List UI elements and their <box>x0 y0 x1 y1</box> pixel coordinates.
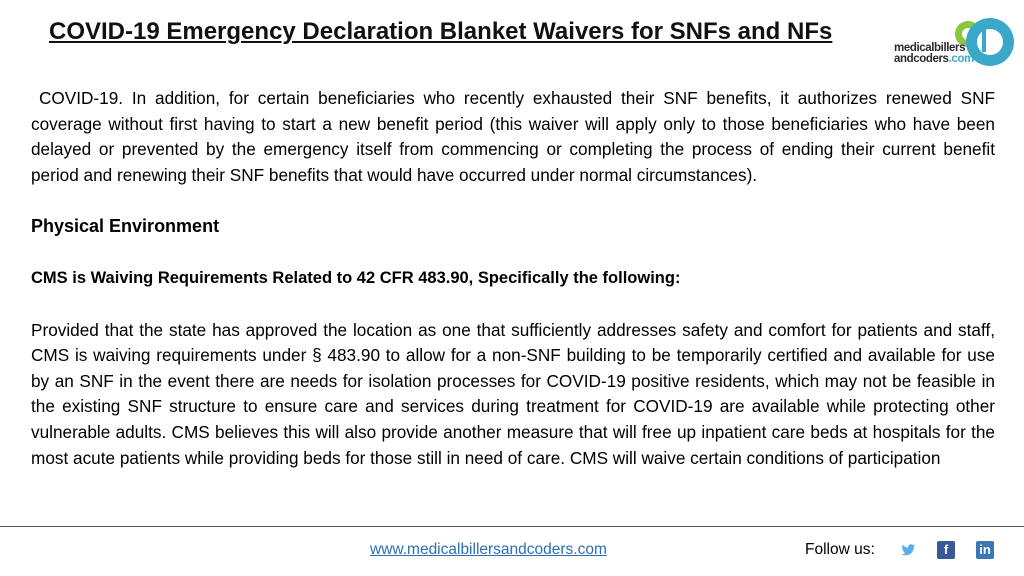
website-link[interactable]: www.medicalbillersandcoders.com <box>370 541 607 558</box>
company-logo[interactable] <box>894 12 1020 72</box>
footer-divider <box>0 526 1024 527</box>
facebook-icon[interactable]: f <box>937 541 955 559</box>
page-title: COVID-19 Emergency Declaration Blanket Waivers for SNFs and NFs <box>49 18 833 45</box>
logo-text-line2 <box>894 53 974 65</box>
linkedin-icon[interactable]: in <box>976 541 994 559</box>
logo-text-com: .com <box>948 53 974 65</box>
intro-paragraph: COVID-19. In addition, for certain beneficiaries who recently exhausted their SNF benefits, it authorizes renewed SNF coverage without first having to start a new benefit period (this waiver will apply only to those beneficiaries who have been delayed or prevented by the emergency itself from commencing or completing the process of ending their current benefit period and renewing their SNF benefits that would have occurred under normal circumstances). <box>31 88 995 185</box>
logo-text-line1: medicalbillers <box>894 42 966 54</box>
subheading: CMS is Waiving Requirements Related to 42 CFR 483.90, Specifically the following: <box>31 268 681 287</box>
logo-text-andcoders: andcoders <box>894 53 949 65</box>
twitter-icon[interactable] <box>899 541 917 559</box>
section-heading: Physical Environment <box>31 216 220 237</box>
document-body <box>31 86 995 471</box>
follow-us-label: Follow us: <box>805 541 875 558</box>
body-paragraph: Provided that the state has approved the location as one that sufficiently addresses safety and comfort for patients and staff, CMS is waiving requirements under § 483.90 to allow for a non-SNF building to be temporarily certified and available for use by an SNF in the event there are needs for isolation processes for COVID-19 positive residents, which may not be feasible in the existing SNF structure to ensure care and services during treatment for COVID-19 are available while protecting other vulnerable adults. CMS believes this will also provide another measure that will free up inpatient care beds at hospitals for the most acute patients while providing beds for those still in need of care. CMS will waive certain conditions of participation <box>31 319 995 468</box>
